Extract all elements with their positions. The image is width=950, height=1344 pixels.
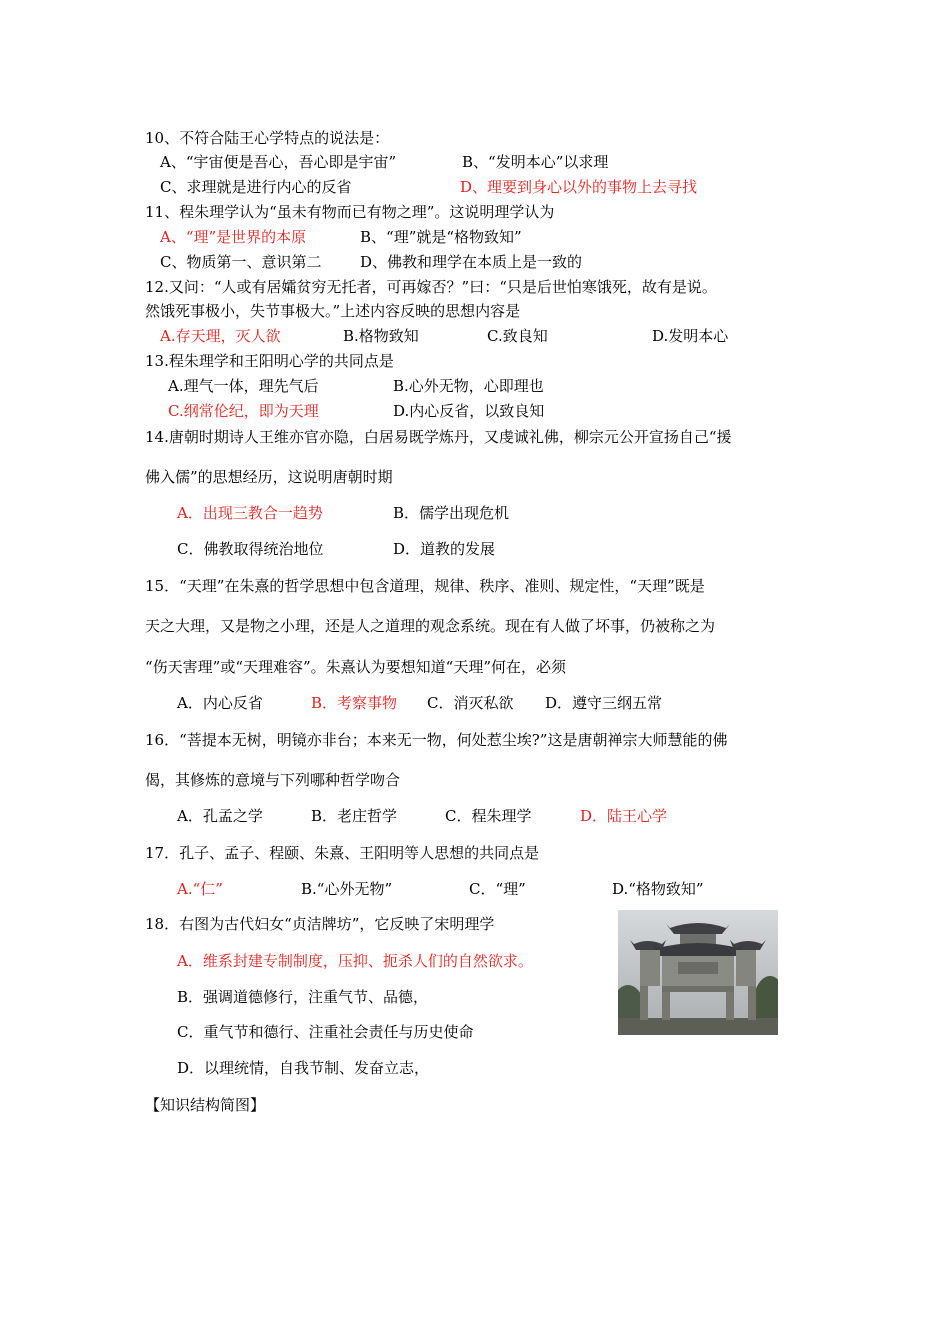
q17-option-d: D.“格物致知” — [612, 880, 704, 898]
q11-option-a-answer: A、“理”是世界的本原 — [160, 228, 307, 246]
q18-option-b: B．强调道德修行，注重气节、品德， — [177, 988, 429, 1006]
q16-stem-line-1: 16．“菩提本无树，明镜亦非台；本来无一物，何处惹尘埃?”这是唐朝禅宗大师慧能的佛 — [145, 731, 728, 749]
q10-stem: 10、不符合陆王心学特点的说法是： — [145, 129, 390, 147]
q16-option-d-answer: D．陆王心学 — [580, 807, 668, 825]
q14-option-a-answer: A．出现三教合一趋势 — [177, 504, 323, 522]
q13-option-c-answer: C.纲常伦纪，即为天理 — [168, 402, 319, 420]
q18-option-c: C．重气节和德行、注重社会责任与历史使命 — [177, 1023, 474, 1041]
q14-option-c: C．佛教取得统治地位 — [177, 540, 324, 558]
section-heading: 【知识结构简图】 — [145, 1096, 266, 1114]
q17-option-a-answer: A.“仁” — [177, 880, 223, 898]
q16-option-a: A．孔孟之学 — [177, 807, 263, 825]
q16-option-b: B．老庄哲学 — [311, 807, 398, 825]
q14-option-b: B．儒学出现危机 — [393, 504, 510, 522]
q12-stem-line-2: 然饿死事极小，失节事极大。”上述内容反映的思想内容是 — [145, 302, 521, 320]
q15-option-c: C．消灭私欲 — [427, 694, 514, 712]
q16-stem-line-2: 偈，其修炼的意境与下列哪种哲学吻合 — [145, 771, 401, 789]
q15-option-a: A．内心反省 — [177, 694, 263, 712]
q17-stem: 17．孔子、孟子、程颐、朱熹、王阳明等人思想的共同点是 — [145, 844, 540, 862]
q13-option-d: D.内心反省，以致良知 — [393, 402, 545, 420]
q18-stem: 18．右图为古代妇女“贞洁牌坊”，它反映了宋明理学 — [145, 915, 495, 933]
q11-stem: 11、程朱理学认为“虽未有物而已有物之理”。这说明理学认为 — [145, 203, 555, 221]
q14-stem-line-1: 14.唐朝时期诗人王维亦官亦隐，白居易既学炼丹，又虔诚礼佛，柳宗元公开宣扬自己“援 — [145, 428, 732, 446]
q12-stem-line-1: 12.又问：“人或有居孀贫穷无托者，可再嫁否？”曰：“只是后世怕寒饿死，故有是说。 — [145, 278, 717, 296]
q14-option-d: D．道教的发展 — [393, 540, 496, 558]
chastity-archway-photo — [618, 910, 778, 1035]
q17-option-b: B.“心外无物” — [301, 880, 393, 898]
q14-stem-line-2: 佛入儒”的思想经历，这说明唐朝时期 — [145, 468, 393, 486]
q15-stem-line-1: 15．“天理”在朱熹的哲学思想中包含道理，规律、秩序、准则、规定性，“天理”既是 — [145, 577, 705, 595]
q12-option-a-answer: A.存天理，灭人欲 — [160, 327, 281, 345]
q16-option-c: C．程朱理学 — [445, 807, 532, 825]
q15-option-b-answer: B．考察事物 — [311, 694, 398, 712]
q18-option-a-answer: A．维系封建专制制度，压抑、扼杀人们的自然欲求。 — [177, 952, 533, 970]
q15-stem-line-3: “伤天害理”或“天理难容”。朱熹认为要想知道“天理”何在，必须 — [145, 658, 567, 676]
q13-option-a: A.理气一体，理先气后 — [168, 377, 319, 395]
q13-option-b: B.心外无物，心即理也 — [393, 377, 544, 395]
q13-stem: 13.程朱理学和王阳明心学的共同点是 — [145, 352, 394, 370]
q10-option-b: B、“发明本心”以求理 — [462, 153, 609, 171]
q12-option-d: D.发明本心 — [652, 327, 729, 345]
q11-option-b: B、“理”就是“格物致知” — [360, 228, 522, 246]
q12-option-b: B.格物致知 — [343, 327, 419, 345]
q11-option-d: D、佛教和理学在本质上是一致的 — [360, 253, 583, 271]
q10-option-a: A、“宇宙便是吾心，吾心即是宇宙” — [160, 153, 397, 171]
q18-option-d: D．以理统情，自我节制、发奋立志， — [177, 1059, 430, 1077]
q15-stem-line-2: 天之大理，又是物之小理，还是人之道理的观念系统。现在有人做了坏事，仍被称之为 — [145, 617, 716, 635]
q10-option-d-answer: D、理要到身心以外的事物上去寻找 — [460, 178, 698, 196]
q15-option-d: D．遵守三纲五常 — [545, 694, 663, 712]
q11-option-c: C、物质第一、意识第二 — [160, 253, 322, 271]
q10-option-c: C、求理就是进行内心的反省 — [160, 178, 352, 196]
q17-option-c: C．“理” — [469, 880, 526, 898]
q12-option-c: C.致良知 — [487, 327, 548, 345]
